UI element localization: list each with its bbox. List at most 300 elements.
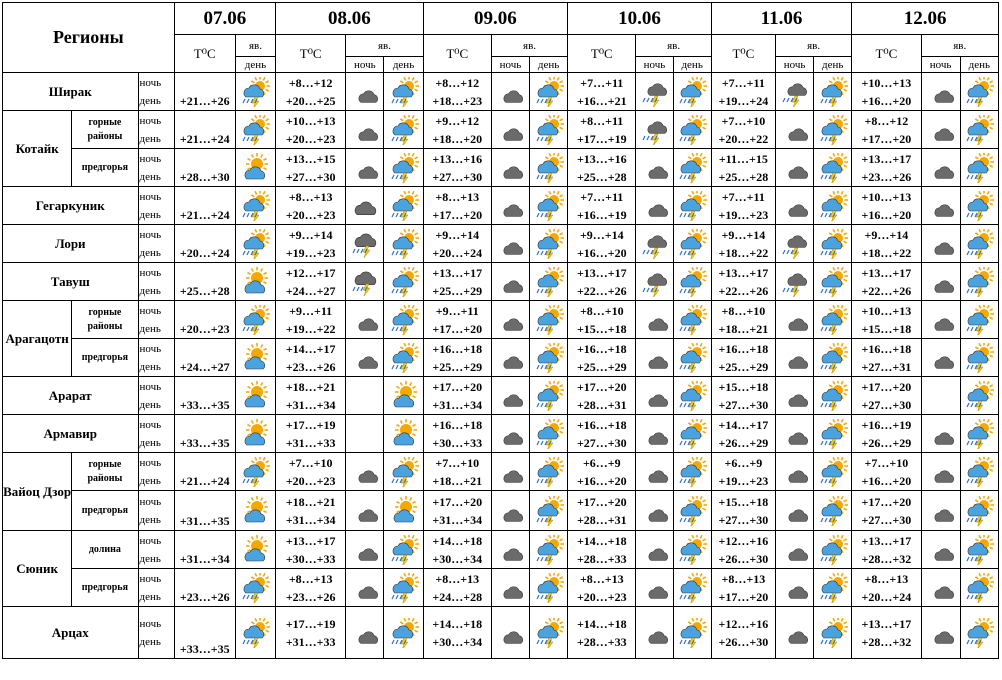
night-temperature: +9…+14: [288, 227, 333, 242]
night-label: ночь: [139, 456, 162, 469]
night-icon-cell: [491, 111, 529, 149]
night-icon-cell: [636, 491, 673, 531]
day-header: день: [960, 57, 998, 73]
night-icon-cell: [636, 531, 673, 569]
day-icon-cell: [960, 111, 998, 149]
day-temperature: +27…+30: [576, 435, 627, 450]
day-label: день: [139, 398, 161, 411]
day-temperature: +28…+33: [576, 551, 627, 566]
temperature-cell: [711, 339, 775, 377]
moon-cloud-icon: [776, 115, 813, 145]
day-temperature: +25…+28: [718, 169, 769, 184]
day-icon-cell: [384, 491, 423, 531]
night-icon-cell: [921, 415, 960, 453]
night-temperature: +6…+9: [724, 455, 763, 470]
thunderstorm-sun-icon: [674, 457, 711, 487]
moon-cloud-icon: [346, 618, 383, 648]
night-temperature: +14…+17: [718, 417, 769, 432]
day-label: день: [139, 635, 161, 648]
regions-header: Регионы: [3, 3, 175, 73]
temperature-cell: [174, 569, 235, 607]
weather-icon-cell: [235, 187, 275, 225]
moon-cloud-icon: [922, 343, 960, 373]
thunderstorm-sun-icon: [674, 305, 711, 335]
day-icon-cell: [384, 149, 423, 187]
night-temperature: +9…+14: [579, 227, 624, 242]
moon-cloud-icon: [492, 573, 529, 603]
temperature-value: +33…+35: [179, 398, 230, 412]
thunderstorm-sun-icon: [961, 267, 998, 297]
day-temperature: +28…+33: [576, 634, 627, 649]
night-icon-cell: [346, 339, 384, 377]
night-icon-cell: [775, 301, 813, 339]
region-name: Тавуш: [3, 263, 139, 301]
subregion-name: долина: [72, 531, 138, 569]
moon-cloud-icon: [636, 457, 672, 487]
day-temperature: +27…+30: [432, 169, 483, 184]
weather-icon-cell: [235, 339, 275, 377]
day-temperature: +18…+22: [861, 245, 912, 260]
day-icon-cell: [814, 301, 852, 339]
day-icon-cell: [384, 339, 423, 377]
day-icon-cell: [673, 491, 711, 531]
day-temperature: +22…+26: [718, 283, 769, 298]
thunderstorm-sun-icon: [530, 267, 567, 297]
day-icon-cell: [384, 73, 423, 111]
night-icon-cell: [346, 149, 384, 187]
night-temperature: +17…+20: [861, 494, 912, 509]
night-icon-cell: [491, 339, 529, 377]
day-icon-cell: [384, 225, 423, 263]
thunderstorm-sun-icon: [961, 305, 998, 335]
date-header: 07.06: [174, 3, 275, 35]
moon-cloud-icon: [776, 419, 813, 449]
day-temperature: +28…+31: [576, 397, 627, 412]
night-icon-cell: [921, 491, 960, 531]
thunderstorm-sun-icon: [814, 229, 851, 259]
night-temperature: +8…+10: [579, 303, 624, 318]
night-icon-cell: [346, 607, 384, 659]
day-icon-cell: [814, 491, 852, 531]
moon-thunderstorm-icon: [636, 267, 672, 297]
sun-cloud-icon: [384, 496, 422, 526]
temperature-cell: [852, 339, 921, 377]
day-icon-cell: [673, 531, 711, 569]
thunderstorm-sun-icon: [236, 573, 275, 603]
moon-cloud-icon: [492, 535, 529, 565]
day-temperature: +19…+23: [285, 245, 336, 260]
moon-cloud-icon: [636, 618, 672, 648]
day-temperature: +28…+32: [861, 551, 912, 566]
temperature-cell: [174, 111, 235, 149]
forecast-table: [2, 2, 999, 659]
table-row: [3, 453, 999, 491]
temperature-cell: [852, 263, 921, 301]
thunderstorm-sun-icon: [674, 191, 711, 221]
day-icon-cell: [814, 225, 852, 263]
subregion-name: предгорья: [72, 491, 138, 531]
day-icon-cell: [814, 607, 852, 659]
night-day-labels: [138, 111, 174, 149]
moon-cloud-icon: [346, 496, 383, 526]
day-icon-cell: [960, 187, 998, 225]
thunderstorm-sun-icon: [384, 573, 422, 603]
day-icon-cell: [384, 301, 423, 339]
temperature-cell: [276, 301, 346, 339]
night-header: ночь: [775, 57, 813, 73]
thunderstorm-sun-icon: [961, 343, 998, 373]
night-temperature: +9…+14: [864, 227, 909, 242]
temperature-cell: [711, 149, 775, 187]
weather-icon-cell: [235, 263, 275, 301]
night-temperature: +8…+13: [435, 571, 480, 586]
temperature-cell: [711, 73, 775, 111]
temperature-cell: [174, 149, 235, 187]
day-temperature: +19…+24: [718, 93, 769, 108]
night-icon-cell: [636, 415, 673, 453]
temp-header: T⁰C: [852, 35, 921, 73]
moon-cloud-icon: [492, 419, 529, 449]
subregion-name: горные районы: [72, 301, 138, 339]
day-temperature: +30…+33: [432, 435, 483, 450]
moon-cloud-icon: [776, 191, 813, 221]
thunderstorm-sun-icon: [674, 267, 711, 297]
night-temperature: +13…+17: [285, 533, 336, 548]
night-icon-cell: [775, 111, 813, 149]
subregion-name: горные районы: [72, 453, 138, 491]
moon-cloud-icon: [922, 573, 960, 603]
day-header: день: [814, 57, 852, 73]
day-icon-cell: [673, 569, 711, 607]
moon-cloud-icon: [346, 77, 383, 107]
subregion-name: горные районы: [72, 111, 138, 149]
table-row: [3, 225, 999, 263]
night-icon-cell: [921, 263, 960, 301]
night-icon-cell: [921, 377, 960, 415]
thunderstorm-sun-icon: [236, 305, 275, 335]
sun-cloud-icon: [384, 419, 422, 449]
temperature-cell: [174, 263, 235, 301]
temperature-value: +21…+24: [179, 132, 230, 146]
temperature-cell: [174, 339, 235, 377]
temperature-cell: [423, 187, 491, 225]
thunderstorm-sun-icon: [384, 618, 422, 648]
day-icon-cell: [960, 569, 998, 607]
day-icon-cell: [673, 73, 711, 111]
temperature-cell: [568, 225, 636, 263]
moon-cloud-icon: [776, 457, 813, 487]
temperature-cell: [423, 569, 491, 607]
night-temperature: +10…+13: [285, 113, 336, 128]
day-icon-cell: [960, 607, 998, 659]
day-temperature: +15…+18: [861, 321, 912, 336]
night-header: ночь: [346, 57, 384, 73]
night-temperature: +12…+16: [718, 616, 769, 631]
moon-cloud-icon: [776, 381, 813, 411]
day-label: день: [139, 474, 161, 487]
moon-cloud-icon: [492, 343, 529, 373]
day-label: день: [139, 132, 161, 145]
moon-icon: [346, 419, 383, 449]
moon-thunderstorm-icon: [636, 77, 672, 107]
moon-cloud-icon: [922, 115, 960, 145]
day-temperature: +26…+29: [861, 435, 912, 450]
moon-cloud-icon: [922, 191, 960, 221]
moon-cloud-icon: [922, 535, 960, 565]
day-icon-cell: [530, 453, 568, 491]
table-row: [3, 569, 999, 607]
thunderstorm-sun-icon: [236, 229, 275, 259]
sun-cloud-icon: [236, 419, 275, 449]
day-temperature: +16…+20: [861, 207, 912, 222]
day-icon-cell: [673, 111, 711, 149]
temperature-cell: [276, 339, 346, 377]
temperature-cell: [423, 111, 491, 149]
moon-cloud-icon: [776, 496, 813, 526]
night-day-labels: [138, 531, 174, 569]
moon-cloud-icon: [636, 343, 672, 373]
night-temperature: +16…+19: [861, 417, 912, 432]
moon-cloud-icon: [492, 153, 529, 183]
region-name: Гегаркуник: [3, 187, 139, 225]
night-label: ночь: [139, 304, 162, 317]
temperature-cell: [568, 377, 636, 415]
night-temperature: +7…+11: [580, 75, 624, 90]
thunderstorm-sun-icon: [814, 77, 851, 107]
night-temperature: +18…+21: [285, 494, 336, 509]
temperature-cell: [568, 73, 636, 111]
night-day-labels: [138, 301, 174, 339]
moon-cloud-icon: [922, 618, 960, 648]
temperature-cell: [568, 569, 636, 607]
night-icon-cell: [775, 415, 813, 453]
moon-icon: [346, 381, 383, 411]
day-label: день: [139, 208, 161, 221]
day-temperature: +25…+29: [576, 359, 627, 374]
temperature-cell: [568, 607, 636, 659]
moon-cloud-icon: [636, 419, 672, 449]
temperature-cell: [423, 531, 491, 569]
day-icon-cell: [673, 149, 711, 187]
thunderstorm-sun-icon: [384, 77, 422, 107]
night-temperature: +17…+20: [861, 379, 912, 394]
moon-cloud-icon: [346, 573, 383, 603]
day-temperature: +15…+18: [576, 321, 627, 336]
day-temperature: +19…+22: [285, 321, 336, 336]
moon-cloud-icon: [492, 115, 529, 145]
day-temperature: +26…+30: [718, 551, 769, 566]
thunderstorm-sun-icon: [674, 496, 711, 526]
night-temperature: +8…+10: [721, 303, 766, 318]
weather-icon-cell: [235, 73, 275, 111]
night-icon-cell: [346, 569, 384, 607]
temperature-cell: [852, 491, 921, 531]
day-temperature: +28…+31: [576, 512, 627, 527]
night-label: ночь: [139, 617, 162, 630]
night-day-labels: [138, 149, 174, 187]
temperature-cell: [568, 301, 636, 339]
thunderstorm-sun-icon: [961, 496, 998, 526]
night-icon-cell: [775, 453, 813, 491]
day-icon-cell: [673, 415, 711, 453]
temperature-cell: [568, 187, 636, 225]
night-icon-cell: [636, 225, 673, 263]
moon-cloud-icon: [346, 457, 383, 487]
night-icon-cell: [775, 225, 813, 263]
thunderstorm-sun-icon: [814, 496, 851, 526]
moon-cloud-icon: [636, 381, 672, 411]
night-icon-cell: [921, 111, 960, 149]
day-temperature: +16…+19: [576, 207, 627, 222]
night-temperature: +13…+17: [432, 265, 483, 280]
date-header: 11.06: [711, 3, 852, 35]
temperature-cell: [568, 111, 636, 149]
night-temperature: +13…+17: [576, 265, 627, 280]
temperature-cell: [276, 111, 346, 149]
moon-cloud-icon: [492, 381, 529, 411]
date-header: 09.06: [423, 3, 568, 35]
day-temperature: +30…+34: [432, 551, 483, 566]
night-temperature: +8…+13: [579, 571, 624, 586]
night-icon-cell: [491, 607, 529, 659]
temperature-cell: [174, 415, 235, 453]
thunderstorm-sun-icon: [814, 419, 851, 449]
temperature-cell: [423, 301, 491, 339]
thunderstorm-sun-icon: [814, 457, 851, 487]
temperature-cell: [711, 569, 775, 607]
night-icon-cell: [921, 187, 960, 225]
day-icon-cell: [530, 569, 568, 607]
moon-thunderstorm-icon: [776, 77, 813, 107]
day-header: день: [235, 57, 275, 73]
night-icon-cell: [346, 415, 384, 453]
thunderstorm-sun-icon: [961, 381, 998, 411]
day-temperature: +26…+30: [718, 634, 769, 649]
temperature-cell: [852, 531, 921, 569]
moon-cloud-icon: [636, 535, 672, 565]
day-temperature: +30…+34: [432, 634, 483, 649]
night-temperature: +16…+18: [576, 341, 627, 356]
table-row: [3, 73, 999, 111]
day-header: день: [673, 57, 711, 73]
day-icon-cell: [384, 607, 423, 659]
day-icon-cell: [814, 339, 852, 377]
thunderstorm-sun-icon: [236, 618, 275, 648]
day-icon-cell: [530, 149, 568, 187]
thunderstorm-sun-icon: [236, 457, 275, 487]
day-icon-cell: [960, 225, 998, 263]
night-icon-cell: [921, 339, 960, 377]
table-row: [3, 111, 999, 149]
thunderstorm-sun-icon: [814, 115, 851, 145]
thunderstorm-sun-icon: [961, 191, 998, 221]
thunderstorm-sun-icon: [814, 343, 851, 373]
night-temperature: +8…+13: [435, 189, 480, 204]
night-icon-cell: [636, 607, 673, 659]
temperature-cell: [568, 263, 636, 301]
day-icon-cell: [814, 453, 852, 491]
night-temperature: +7…+10: [288, 455, 333, 470]
night-temperature: +17…+20: [576, 379, 627, 394]
moon-cloud-icon: [346, 343, 383, 373]
thunderstorm-sun-icon: [236, 77, 275, 107]
day-temperature: +16…+20: [576, 473, 627, 488]
weather-icon-cell: [235, 149, 275, 187]
temperature-cell: [568, 453, 636, 491]
night-day-labels: [138, 453, 174, 491]
thunderstorm-sun-icon: [814, 381, 851, 411]
moon-cloud-icon: [346, 305, 383, 335]
day-temperature: +31…+33: [285, 634, 336, 649]
sun-cloud-icon: [236, 153, 275, 183]
day-icon-cell: [384, 263, 423, 301]
table-row: [3, 531, 999, 569]
thunderstorm-cloud-icon: [346, 229, 383, 259]
temperature-cell: [711, 377, 775, 415]
night-icon-cell: [636, 111, 673, 149]
day-label: день: [139, 170, 161, 183]
temperature-cell: [276, 415, 346, 453]
day-temperature: +31…+34: [285, 397, 336, 412]
day-temperature: +20…+23: [285, 131, 336, 146]
moon-cloud-icon: [492, 496, 529, 526]
night-icon-cell: [775, 569, 813, 607]
day-icon-cell: [530, 263, 568, 301]
day-temperature: +17…+20: [718, 589, 769, 604]
temperature-cell: [852, 453, 921, 491]
moon-cloud-icon: [922, 267, 960, 297]
temperature-cell: [568, 415, 636, 453]
thunderstorm-cloud-icon: [346, 267, 383, 297]
night-label: ночь: [139, 495, 162, 508]
night-icon-cell: [921, 301, 960, 339]
night-icon-cell: [775, 73, 813, 111]
table-row: [3, 263, 999, 301]
thunderstorm-sun-icon: [384, 191, 422, 221]
day-icon-cell: [384, 569, 423, 607]
temperature-value: +31…+35: [179, 514, 230, 528]
day-icon-cell: [530, 491, 568, 531]
temperature-cell: [711, 263, 775, 301]
sun-cloud-icon: [236, 267, 275, 297]
night-icon-cell: [346, 187, 384, 225]
day-icon-cell: [673, 339, 711, 377]
moon-cloud-icon: [492, 77, 529, 107]
day-temperature: +27…+30: [861, 397, 912, 412]
thunderstorm-sun-icon: [384, 229, 422, 259]
day-label: день: [139, 552, 161, 565]
night-temperature: +17…+19: [285, 616, 336, 631]
temperature-cell: [852, 73, 921, 111]
subregion-name: предгорья: [72, 569, 138, 607]
night-icon-cell: [491, 531, 529, 569]
night-temperature: +16…+18: [576, 417, 627, 432]
day-temperature: +23…+26: [285, 589, 336, 604]
subregion-name: предгорья: [72, 149, 138, 187]
day-icon-cell: [814, 187, 852, 225]
temperature-value: +24…+27: [179, 360, 230, 374]
thunderstorm-sun-icon: [236, 115, 275, 145]
night-icon-cell: [636, 377, 673, 415]
night-icon-cell: [775, 607, 813, 659]
day-temperature: +25…+29: [432, 359, 483, 374]
night-temperature: +10…+13: [861, 75, 912, 90]
thunderstorm-sun-icon: [384, 153, 422, 183]
day-temperature: +17…+20: [432, 207, 483, 222]
temperature-cell: [174, 377, 235, 415]
day-icon-cell: [530, 607, 568, 659]
sun-cloud-icon: [384, 381, 422, 411]
